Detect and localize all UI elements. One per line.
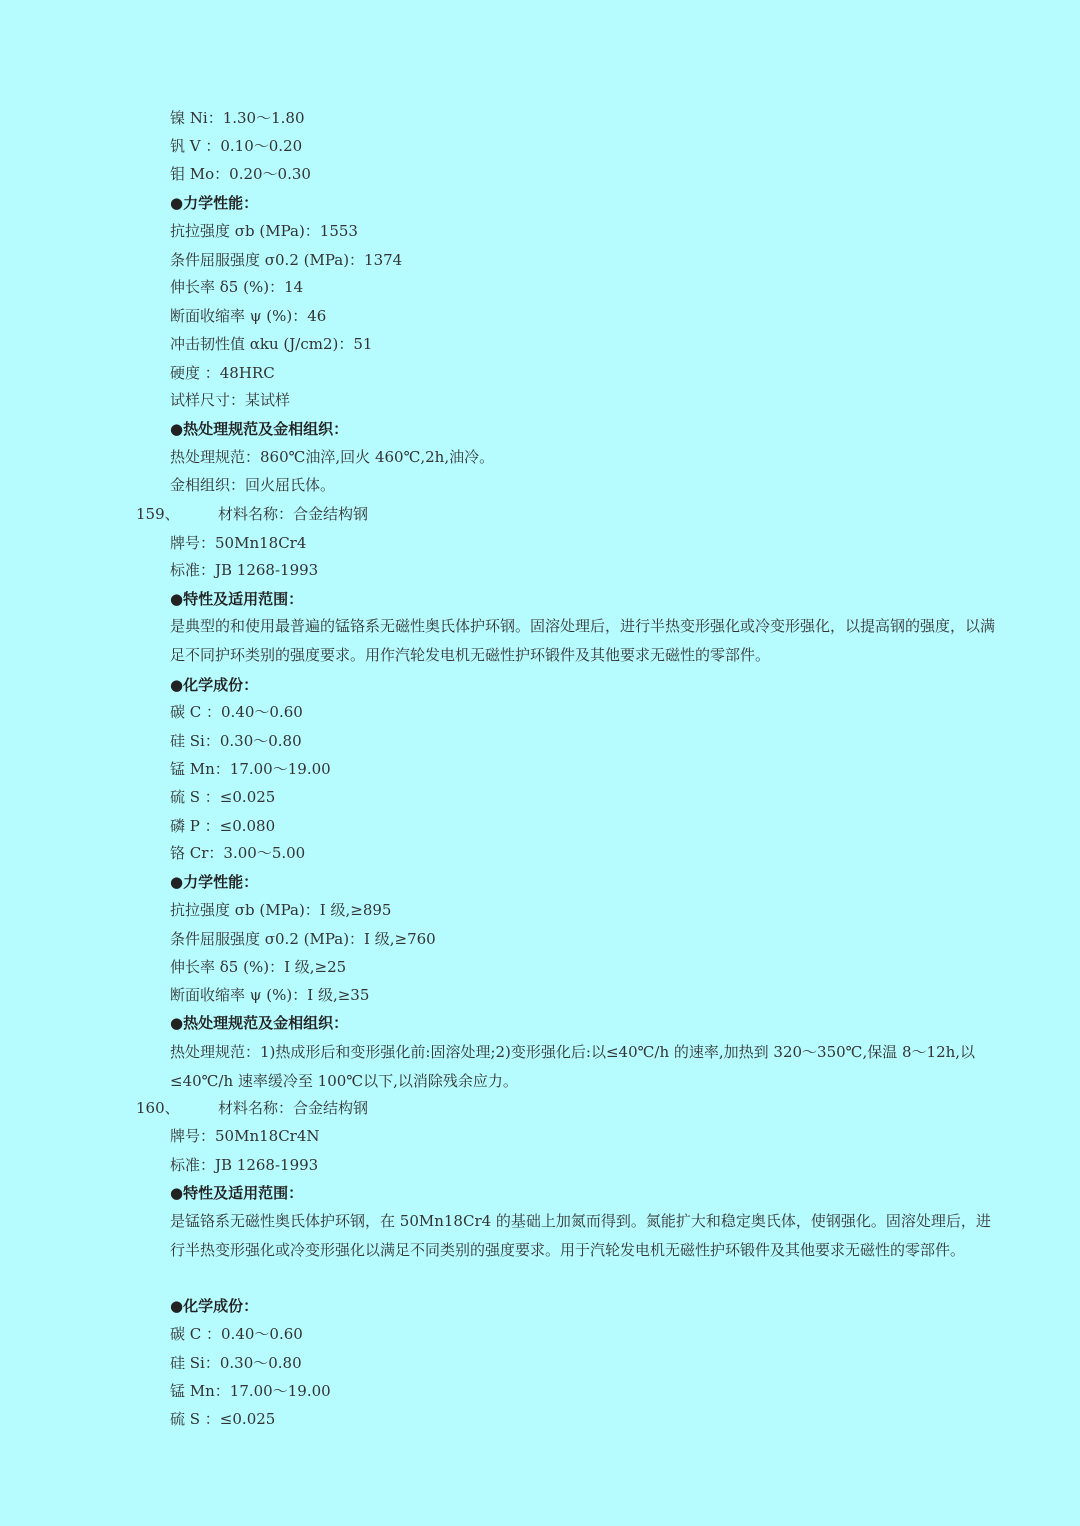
chem-carbon-159: 碳 C ：0.40～0.60 bbox=[170, 703, 303, 721]
mech-yield-159: 条件屈服强度 σ0.2 (MPa)：I 级,≥760 bbox=[170, 930, 436, 948]
heat-text-159: 热处理规范：1)热成形后和变形强化前:固溶处理;2)变形强化后:以≤40℃/h 的速率,加热到 320～350℃,保温 8～12h,以≤40℃/h 速率缓冷至 100℃以下,以消除残余应力。 bbox=[170, 1043, 976, 1090]
heat-heading-159: ●热处理规范及金相组织： bbox=[170, 1014, 349, 1032]
item-number-159: 159、 bbox=[136, 505, 180, 523]
mech-hardness: 硬度 ：48HRC bbox=[170, 364, 275, 382]
material-name-160: 材料名称：合金结构钢 bbox=[218, 1099, 369, 1117]
mech-sample-size: 试样尺寸：某试样 bbox=[170, 391, 291, 409]
grade-159: 牌号：50Mn18Cr4 bbox=[170, 534, 307, 552]
mech-reduction-159: 断面收缩率 ψ (%)：I 级,≥35 bbox=[170, 986, 370, 1004]
char-heading-159: ●特性及适用范围： bbox=[170, 590, 304, 608]
mech-impact: 冲击韧性值 αku (J/cm2)：51 bbox=[170, 335, 373, 353]
chem-molybdenum: 钼 Mo：0.20～0.30 bbox=[170, 165, 311, 183]
mech-elongation-159: 伸长率 δ5 (%)：I 级,≥25 bbox=[170, 958, 347, 976]
metallographic: 金相组织：回火屈氏体。 bbox=[170, 476, 336, 494]
chem-sulfur-159: 硫 S ：≤0.025 bbox=[170, 788, 276, 806]
chem-phosphorus-159: 磷 P ：≤0.080 bbox=[170, 817, 276, 835]
mech-elongation: 伸长率 δ5 (%)：14 bbox=[170, 278, 304, 296]
chem-nickel: 镍 Ni：1.30～1.80 bbox=[170, 109, 305, 127]
chem-silicon-159: 硅 Si：0.30～0.80 bbox=[170, 732, 302, 750]
standard-160: 标准：JB 1268-1993 bbox=[170, 1156, 319, 1174]
chem-sulfur-160: 硫 S ：≤0.025 bbox=[170, 1410, 276, 1428]
char-text-159: 是典型的和使用最普遍的锰铬系无磁性奥氏体护环钢。固溶处理后，进行半热变形强化或冷变形强化，以提高钢的强度，以满足不同护环类别的强度要求。用作汽轮发电机无磁性护环锻件及其他要求无磁性的零部件。 bbox=[170, 617, 996, 664]
char-heading-160: ●特性及适用范围： bbox=[170, 1184, 304, 1202]
standard-159: 标准：JB 1268-1993 bbox=[170, 561, 319, 579]
chem-heading-159: ●化学成份： bbox=[170, 676, 259, 694]
mech-yield: 条件屈服强度 σ0.2 (MPa)：1374 bbox=[170, 251, 403, 269]
char-text-160: 是锰铬系无磁性奥氏体护环钢，在 50Mn18Cr4 的基础上加氮而得到。氮能扩大和稳定奥氏体，使钢强化。固溶处理后，进行半热变形强化或冷变形强化以满足不同类别的强度要求。用于汽轮发电机无磁性护环锻件及其他要求无磁性的零部件。 bbox=[170, 1212, 991, 1259]
heat-spec: 热处理规范：860℃油淬,回火 460℃,2h,油冷。 bbox=[170, 448, 495, 466]
chem-heading-160: ●化学成份： bbox=[170, 1297, 259, 1315]
mech-heading-159: ●力学性能： bbox=[170, 873, 259, 891]
mech-tensile: 抗拉强度 σb (MPa)：1553 bbox=[170, 222, 358, 240]
chem-silicon-160: 硅 Si：0.30～0.80 bbox=[170, 1354, 302, 1372]
chem-manganese-159: 锰 Mn：17.00～19.00 bbox=[170, 760, 331, 778]
chem-carbon-160: 碳 C ：0.40～0.60 bbox=[170, 1325, 303, 1343]
chem-manganese-160: 锰 Mn：17.00～19.00 bbox=[170, 1382, 331, 1400]
grade-160: 牌号：50Mn18Cr4N bbox=[170, 1127, 320, 1145]
mech-heading: ●力学性能： bbox=[170, 194, 259, 212]
mech-reduction: 断面收缩率 ψ (%)：46 bbox=[170, 307, 327, 325]
chem-chromium-159: 铬 Cr：3.00～5.00 bbox=[170, 844, 306, 862]
heat-heading: ●热处理规范及金相组织： bbox=[170, 420, 349, 438]
chem-vanadium: 钒 V ：0.10～0.20 bbox=[170, 137, 303, 155]
material-name-159: 材料名称：合金结构钢 bbox=[218, 505, 369, 523]
mech-tensile-159: 抗拉强度 σb (MPa)：I 级,≥895 bbox=[170, 901, 392, 919]
item-number-160: 160、 bbox=[136, 1099, 180, 1117]
